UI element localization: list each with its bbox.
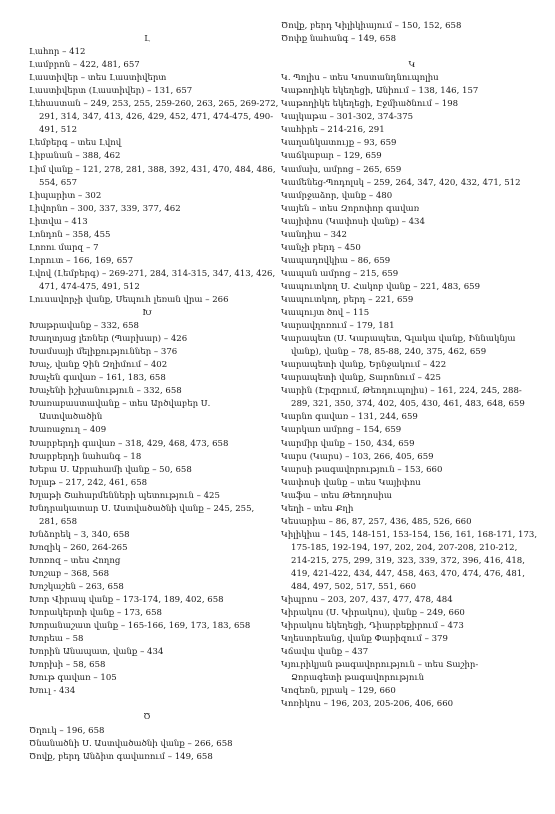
entry-line: Լաստիվերտ (Լաստիվեր) – 131, 657 <box>29 86 193 97</box>
entry-line: Խարբերդի գավառ – 318, 429, 468, 473, 658 <box>29 438 229 449</box>
entry-line: Խաթրավանք – 332, 658 <box>29 321 139 332</box>
entry-continuation-line: 484, 497, 502, 517, 551, 660 <box>291 582 417 593</box>
index-entry <box>281 281 543 294</box>
index-entry <box>29 385 265 398</box>
index-entry <box>29 620 265 633</box>
entry-line: Ծովք, բերդ Կիլիկիայում – 150, 152, 658 <box>281 21 462 31</box>
entry-line: Կամենեց-Պոդոլսկ – 259, 264, 347, 420, 432, 471, 512 <box>281 177 521 188</box>
index-entry <box>29 85 265 98</box>
index-entry <box>281 190 543 203</box>
entry-line: Կարին (Էրզրում, Թեոդուպոլիս) – 161, 224, 245, 288- <box>281 386 522 397</box>
entry-continuation-line: 175-185, 192-194, 197, 202, 204, 207-208, 210-212, <box>291 542 518 553</box>
index-entry <box>281 137 543 150</box>
index-entry <box>281 646 543 659</box>
entry-continuation-line: 554, 657 <box>39 177 78 188</box>
index-entry <box>29 659 265 672</box>
entry-line: Կաղանկատույք – 93, 659 <box>281 138 397 149</box>
entry-continuation-line: 291, 314, 347, 413, 426, 429, 452, 471, 474-475, 490- <box>39 112 274 123</box>
entry-line: Կապույտ ծով – 115 <box>281 308 370 319</box>
index-entry <box>281 516 543 529</box>
entry-line: Կիլիկիա – 145, 148-151, 153-154, 156, 161, 168-171, 173, <box>281 529 538 540</box>
index-entry <box>281 124 543 137</box>
index-entry <box>281 268 543 281</box>
entry-line: Կյուրիկյան թագավորություն – տես Տաշիր- <box>281 660 479 671</box>
entry-line: Կարմիր վանք – 150, 434, 659 <box>281 438 415 449</box>
entry-line: Խնձորեկ – 3, 340, 658 <box>29 529 130 540</box>
entry-line: Լոնդոն – 358, 455 <box>29 229 111 240</box>
index-entry <box>281 464 543 477</box>
entry-line: Կ. Պոլիս – տես Կոստանդնուպոլիս <box>281 73 439 84</box>
spacer <box>29 698 265 711</box>
entry-line: Խառաջուղ – 409 <box>29 425 107 436</box>
entry-line: Լեմբերգ – տես Լվով <box>29 138 122 149</box>
index-entry <box>281 333 543 359</box>
entry-line: Լամբրոն – 422, 481, 657 <box>29 60 140 71</box>
index-entry <box>29 594 265 607</box>
index-entry <box>29 424 265 437</box>
entry-line: Կաթողիկե եկեղեցի, Էջմիածնում – 198 <box>281 99 459 110</box>
index-entry <box>281 33 543 46</box>
index-entry <box>281 424 543 437</box>
spacer <box>281 46 543 59</box>
index-entry <box>29 333 265 346</box>
entry-continuation-line: 281, 658 <box>39 516 78 527</box>
index-entry <box>29 255 265 268</box>
index-entry <box>29 503 265 529</box>
index-entry <box>29 229 265 242</box>
index-entry <box>281 594 543 607</box>
index-entry <box>29 529 265 542</box>
index-entry <box>281 242 543 255</box>
index-entry <box>281 503 543 516</box>
entry-line: Խարբերդի նահանգ – 18 <box>29 451 142 462</box>
index-entry <box>281 98 543 111</box>
entry-line: Կաճկաբար – 129, 659 <box>281 151 382 162</box>
index-entry <box>281 477 543 490</box>
index-entry <box>281 164 543 177</box>
entry-continuation-line: 214-215, 275, 299, 319, 323, 339, 372, 396, 416, 418, <box>291 555 525 566</box>
entry-line: Կապուտկող Ս. Հակոբ վանք – 221, 483, 659 <box>281 281 481 292</box>
index-entry <box>281 685 543 698</box>
entry-line: Խաչեն գավառ – 161, 183, 658 <box>29 373 166 384</box>
index-entry <box>281 216 543 229</box>
index-entry <box>29 320 265 333</box>
entry-line: Խնդրակատար Ս. Աստվածածնի վանք – 245, 255, <box>29 503 255 514</box>
index-entry <box>29 542 265 555</box>
index-entry <box>281 255 543 268</box>
entry-line: Կամախ, ամրոց – 265, 659 <box>281 164 402 175</box>
entry-line: Կայիփոս (Կափոսի վանք) – 434 <box>281 216 425 227</box>
index-entry <box>29 568 265 581</box>
entry-continuation-line: 491, 512 <box>39 125 78 136</box>
entry-line: Ծղուկ – 196, 658 <box>29 725 105 736</box>
entry-line: Խլաթ – 217, 242, 461, 658 <box>29 477 148 488</box>
entry-line: Խլաթի Շահարմենների պետություն – 425 <box>29 490 220 501</box>
index-entry <box>29 725 265 738</box>
entry-line: Կապադովկիա – 86, 659 <box>281 255 391 266</box>
entry-line: Լիմ վանք – 121, 278, 281, 388, 392, 431, 470, 484, 486, <box>29 164 276 175</box>
index-entry <box>281 229 543 242</box>
index-entry <box>281 372 543 385</box>
index-entry <box>281 659 543 685</box>
entry-line: Կանդիա – 342 <box>281 229 347 240</box>
entry-line: Կղեստրեանց, վանք Փարիզում – 379 <box>281 634 448 645</box>
entry-line: Կանչի բերդ – 450 <box>281 242 361 253</box>
index-entry <box>29 672 265 685</box>
index-entry <box>281 20 543 33</box>
index-entry <box>29 607 265 620</box>
index-entry <box>281 451 543 464</box>
index-entry <box>29 190 265 203</box>
entry-line: Կահիրե – 214-216, 291 <box>281 125 385 136</box>
index-entry <box>29 137 265 150</box>
index-entry <box>281 203 543 216</box>
index-entry <box>29 477 265 490</box>
entry-line: Լիպարիտ – 302 <box>29 190 102 201</box>
index-entry <box>29 751 265 764</box>
entry-line: Կարավղոռում – 179, 181 <box>281 321 395 332</box>
index-entry <box>281 633 543 646</box>
index-entry <box>281 438 543 451</box>
entry-line: Խոռոզ – տես Հողոց <box>29 555 121 566</box>
entry-continuation-line: Աստվածածին <box>39 412 103 423</box>
index-entry <box>29 72 265 85</box>
index-entry <box>29 372 265 385</box>
entry-line: Կիրակոս (Ս. Կիրակոս), վանք – 249, 660 <box>281 608 465 619</box>
index-entry <box>29 203 265 216</box>
entry-line: Կճավա վանք – 437 <box>281 647 369 658</box>
entry-line: Խաղտյաց լեռներ (Պարխար) – 426 <box>29 334 188 345</box>
entry-line: Լորուտ – 166, 169, 657 <box>29 255 134 266</box>
index-entry <box>281 411 543 424</box>
letter-heading: Լ <box>144 34 150 45</box>
entry-line: Կիրակոս եկեղեցի, Դիարբեքիրում – 473 <box>281 621 464 632</box>
entry-line: Կարսի թագավորություն – 153, 660 <box>281 464 443 475</box>
entry-line: Կամրջաձոր, վանք – 480 <box>281 190 393 201</box>
entry-line: Կարկառ ամրոց – 154, 659 <box>281 425 402 436</box>
entry-line: Խեբա Ս. Աբրահամի վանք – 50, 658 <box>29 464 192 475</box>
entry-line: Կոռիկոս – 196, 203, 205-206, 406, 660 <box>281 699 454 710</box>
right-column <box>281 20 543 711</box>
left-column <box>29 20 279 764</box>
index-entry <box>281 698 543 711</box>
index-entry <box>29 98 279 137</box>
entry-line: Կարապետ (Ս. Կարապետ, Գլակա վանք, Իննակնյա <box>281 334 516 345</box>
entry-line: Կոզեռն, բլրակ – 129, 660 <box>281 686 396 697</box>
index-entry <box>29 46 265 59</box>
index-entry <box>281 490 543 503</box>
index-entry <box>281 150 543 163</box>
entry-line: Կափոսի վանք – տես Կայիփոս <box>281 477 421 488</box>
entry-line: Կարապետի վանք, Տարոնում – 425 <box>281 373 441 384</box>
index-entry <box>29 633 265 646</box>
entry-line: Կապան ամրոց – 215, 659 <box>281 268 399 279</box>
entry-line: Խամսայի մելիքություններ – 376 <box>29 347 178 358</box>
index-entry <box>281 607 543 620</box>
entry-line: Լիտվա – 413 <box>29 216 88 227</box>
entry-line: Կարս (Կարս) – 103, 266, 405, 659 <box>281 451 434 462</box>
entry-line: Լվով (Լեմբերգ) – 269-271, 284, 314-315, 347, 413, 426, <box>29 268 276 279</box>
index-entry <box>281 72 543 85</box>
entry-line: Խոր Վիրապ վանք – 173-174, 189, 402, 658 <box>29 595 224 606</box>
entry-line: Լեհաստան – 249, 253, 255, 259-260, 263, 265, 269-272, <box>29 99 279 110</box>
index-entry <box>281 111 543 124</box>
index-entry <box>281 85 543 98</box>
entry-line: Կալկաթա – 301-302, 374-375 <box>281 112 414 123</box>
index-entry <box>29 438 265 451</box>
entry-line: Կապուտկող, բերդ – 221, 659 <box>281 294 414 305</box>
entry-line: Խորին Անապատ, վանք – 434 <box>29 647 164 658</box>
entry-line: Խոշկաշեն – 263, 658 <box>29 582 124 593</box>
entry-line: Խութ գավառ – 105 <box>29 673 117 684</box>
index-entry <box>29 464 265 477</box>
index-entry <box>29 242 265 255</box>
index-entry <box>29 216 265 229</box>
entry-line: Խորակերտի վանք – 173, 658 <box>29 608 162 619</box>
spacer <box>29 20 265 33</box>
entry-line: Կեղի – տես Քղի <box>281 503 354 514</box>
entry-line: Կիպրոս – 203, 207, 437, 477, 478, 484 <box>281 595 453 606</box>
entry-line: Խաչ, վանք Չին Զղիմում – 402 <box>29 360 168 371</box>
entry-line: Ծնանածնի Ս. Աստվածածնի վանք – 266, 658 <box>29 738 233 749</box>
entry-line: Խառաբաստավանք – տես Արծվաբեր Ս. <box>29 399 211 410</box>
entry-line: Կաֆա – տես Թեոդոսիա <box>281 490 392 501</box>
entry-line: Խուլ - 434 <box>29 686 76 697</box>
index-entry <box>29 490 265 503</box>
index-entry <box>281 177 543 190</box>
index-entry <box>29 646 265 659</box>
entry-line: Խորանաշատ վանք – 165-166, 169, 173, 183, 658 <box>29 621 251 632</box>
entry-line: Լիբանան – 388, 462 <box>29 151 121 162</box>
index-entry <box>29 59 265 72</box>
entry-line: Կարապետի վանք, Երնջակում – 422 <box>281 360 447 371</box>
index-entry <box>29 398 265 424</box>
entry-line: Ծովք, բերդ Անձիտ գավառում – 149, 658 <box>29 751 213 762</box>
entry-line: Խոշաբ – 368, 568 <box>29 568 110 579</box>
letter-heading: Խ <box>142 308 152 319</box>
entry-continuation-line: 289, 321, 350, 374, 402, 405, 430, 461, 483, 648, 659 <box>291 399 525 410</box>
index-entry <box>281 529 543 594</box>
index-entry <box>29 268 276 294</box>
index-entry <box>29 581 265 594</box>
index-entry <box>29 294 265 307</box>
entry-line: Լահոր – 412 <box>29 47 86 58</box>
entry-line: Լիվորնո – 300, 337, 339, 377, 462 <box>29 203 181 214</box>
index-entry <box>281 320 543 333</box>
entry-line: Ծոփք նահանգ – 149, 658 <box>281 34 397 45</box>
entry-line: Լաստիվեր – տես Լաստիվերտ <box>29 73 167 84</box>
entry-line: Խորխի – 58, 658 <box>29 660 106 671</box>
letter-heading: Ծ <box>143 712 151 723</box>
index-entry <box>29 164 276 190</box>
entry-continuation-line: Ձորագետի թագավորություն <box>291 673 425 684</box>
entry-line: Խաչենի իշխանություն – 332, 658 <box>29 386 182 397</box>
entry-continuation-line: 419, 421-422, 434, 447, 458, 463, 470, 474, 476, 481, <box>291 568 525 579</box>
entry-line: Կեսարիա – 86, 87, 257, 436, 485, 526, 660 <box>281 516 472 527</box>
index-entry <box>29 451 265 464</box>
letter-heading: Կ <box>408 60 416 71</box>
entry-line: Կաթողիկե եկեղեցի, Անիում – 138, 146, 157 <box>281 86 479 97</box>
entry-line: Կայեն – տես Զորոփոր գավառ <box>281 203 420 214</box>
index-entry <box>29 555 265 568</box>
index-entry <box>29 346 265 359</box>
index-entry <box>281 294 543 307</box>
index-entry <box>281 307 543 320</box>
index-entry <box>281 359 543 372</box>
entry-continuation-line: վանք), վանք – 78, 85-88, 240, 375, 462, 659 <box>291 347 487 358</box>
entry-line: Խոզիկ – 260, 264-265 <box>29 542 128 553</box>
entry-line: Կարնո գավառ – 131, 244, 659 <box>281 412 418 423</box>
index-entry <box>281 620 543 633</box>
entry-line: Խորեա – 58 <box>29 634 84 645</box>
index-entry <box>29 359 265 372</box>
entry-line: Լուսավորչի վանք, Սեպուհ լեռան վրա – 266 <box>29 294 229 305</box>
entry-line: Լոռու մարզ – 7 <box>29 242 99 253</box>
index-entry <box>29 685 265 698</box>
entry-continuation-line: 471, 474-475, 491, 512 <box>39 281 140 292</box>
index-entry <box>29 150 265 163</box>
index-entry <box>29 738 265 751</box>
index-entry <box>281 385 543 411</box>
